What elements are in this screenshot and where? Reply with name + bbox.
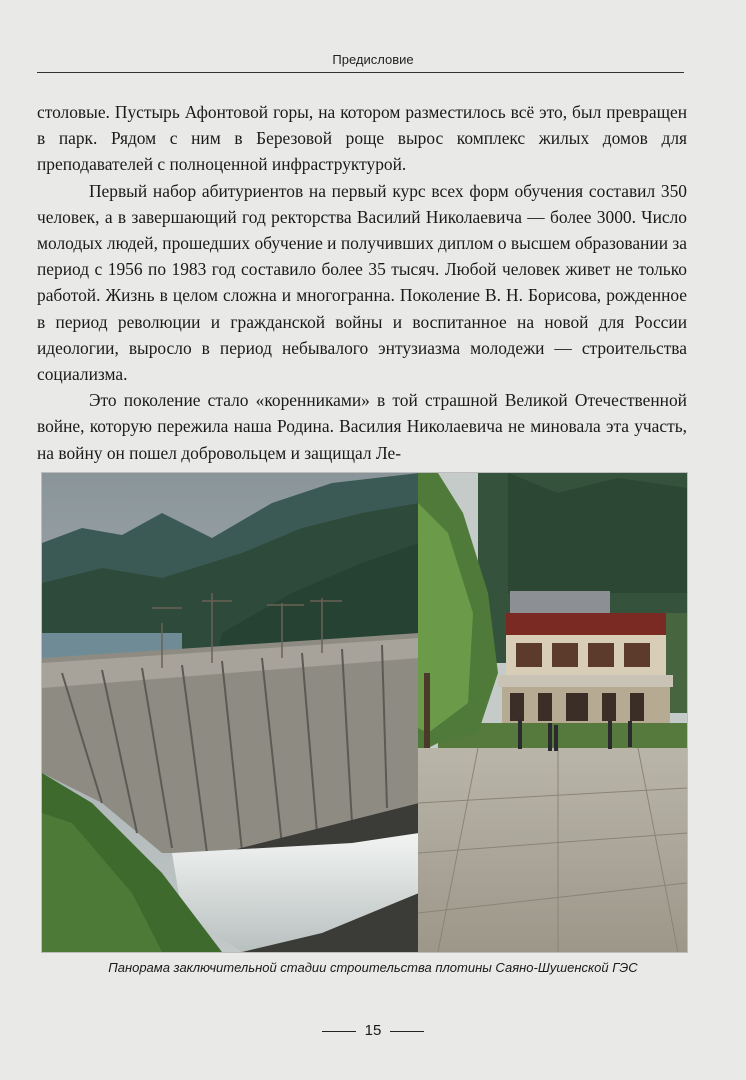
paragraph-2: Первый набор абитуриентов на первый курс всех форм обучения составил 350 человек, а в завершающий год ректорства Василий Николаевича — более 3000. Число молодых людей, прошедших обучение и получивших диплом о высшем образовании за период с 1956 по 1983 год составило более 35 тысяч. Любой человек живет не только работой. Жизнь в целом сложна и многогранна. Поколение В. Н. Борисова, рожденное в период революции и гражданской войны и воспитанное на новой для России идеологии, выросло в период небывалого энтузиазма молодежи — строительства социализма.	[37, 180, 687, 385]
paragraph-1: столовые. Пустырь Афонтовой горы, на котором разместилось всё это, был превращен в парк. Рядом с ним в Березовой роще вырос комплекс жилых домов для преподавателей с полноценной инфраструктурой.	[37, 102, 687, 175]
page-number: 15	[364, 1022, 382, 1039]
photo-figure	[41, 472, 688, 953]
header-rule	[37, 72, 684, 73]
dam-construction-photo	[42, 473, 419, 952]
running-header: Предисловие	[332, 52, 414, 67]
body-text	[37, 99, 687, 466]
page-number-dash-right	[390, 1031, 424, 1032]
station-building-photo	[418, 473, 687, 952]
page-footer	[0, 1022, 746, 1039]
page-number-dash-left	[322, 1031, 356, 1032]
paragraph-3: Это поколение стало «коренниками» в той страшной Великой Отечественной войне, которую пережила наша Родина. Василия Николаевича не миновала эта участь, на войну он пошел добровольцем и защищал Ле-	[37, 390, 687, 463]
figure-caption: Панорама заключительной стадии строительства плотины Саяно-Шушенской ГЭС	[108, 960, 638, 975]
